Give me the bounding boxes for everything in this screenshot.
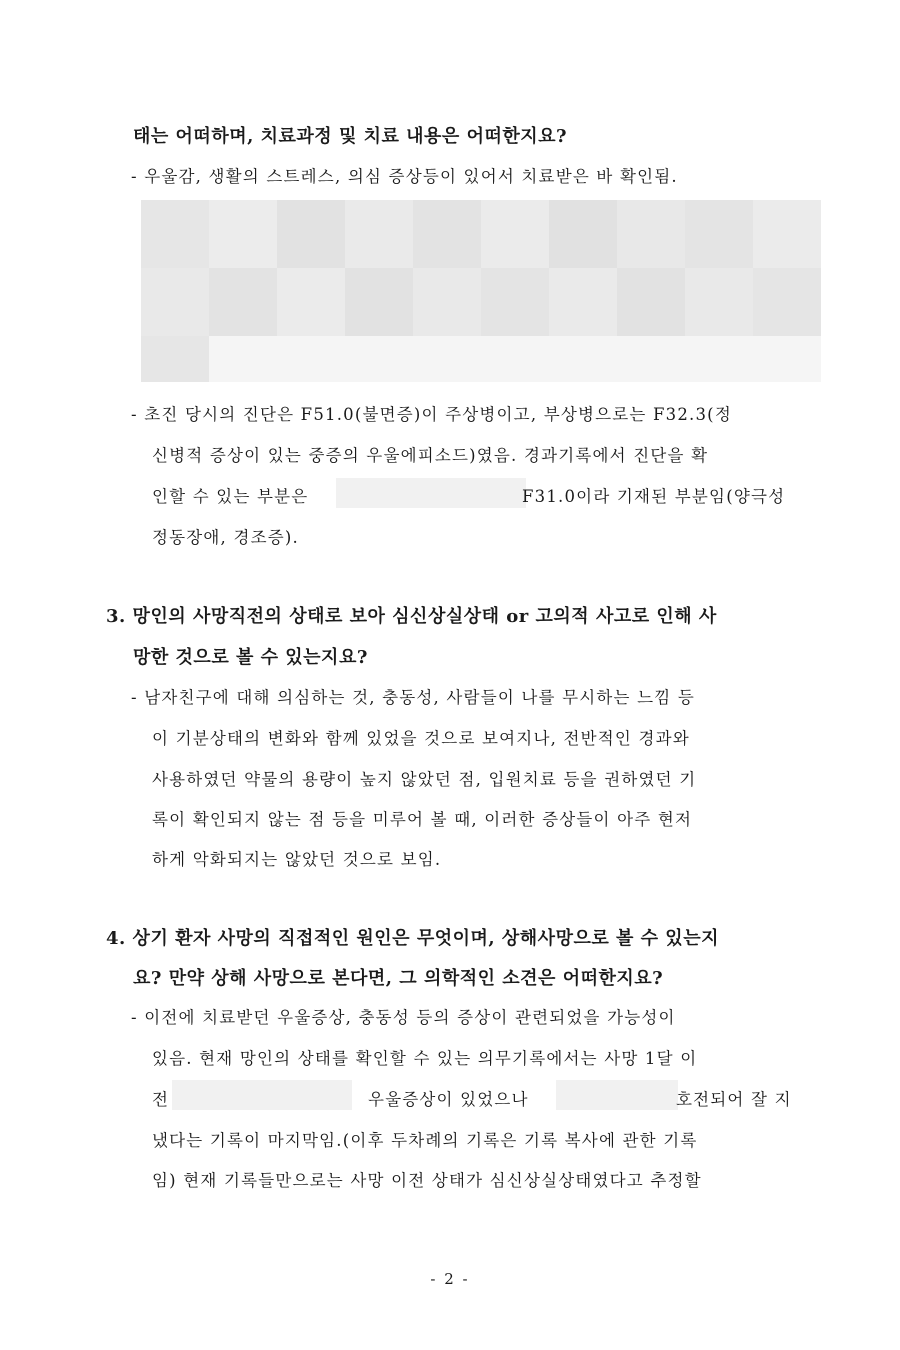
redacted-inline [336,478,526,508]
answer-3-line-3: 사용하였던 약물의 용량이 높지 않았던 점, 입원치료 등을 권하였던 기 [152,770,697,789]
answer-4-line-5: 임) 현재 기록들만으로는 사망 이전 상태가 심신상실상태였다고 추정할 [152,1171,702,1190]
page-number: - 2 - [430,1270,470,1288]
answer-3-line-4: 록이 확인되지 않는 점 등을 미루어 볼 때, 이러한 증상들이 아주 현저 [152,810,693,829]
answer-3-line-5: 하게 악화되지는 않았던 것으로 보임. [152,850,442,869]
answer-4-line-1: - 이전에 치료받던 우울증상, 충동성 등의 증상이 관련되었을 가능성이 [131,1008,676,1027]
answer-4-line-3c: 호전되어 잘 지 [676,1090,792,1109]
answer-3-line-1: - 남자친구에 대해 의심하는 것, 충동성, 사람들이 나를 무시하는 느낌 등 [131,688,696,707]
answer-3-line-2: 이 기분상태의 변화와 함께 있었을 것으로 보여지나, 전반적인 경과와 [152,729,690,748]
answer-4-line-3a: 전 [152,1090,170,1109]
answer-2b-line-1: - 초진 당시의 진단은 F51.0(불면증)이 주상병이고, 부상병으로는 F32.3(정 [131,405,732,424]
question-3-line-1: 3. 망인의 사망직전의 상태로 보아 심신상실상태 or 고의적 사고로 인해 사 [106,606,717,627]
answer-2-line-1: - 우울감, 생활의 스트레스, 의심 증상등이 있어서 치료받은 바 확인됨. [131,167,678,186]
answer-2b-line-3b: F31.0이라 기재된 부분임(양극성 [522,487,786,506]
question-4-line-2: 요? 만약 상해 사망으로 본다면, 그 의학적인 소견은 어떠한지요? [133,968,664,989]
answer-4-line-2: 있음. 현재 망인의 상태를 확인할 수 있는 의무기록에서는 사망 1달 이 [152,1049,698,1068]
answer-2b-line-3a: 인할 수 있는 부분은 [152,487,309,506]
answer-2b-line-2: 신병적 증상이 있는 중증의 우울에피소드)였음. 경과기록에서 진단을 확 [152,446,709,465]
answer-2b-line-4: 정동장애, 경조증). [152,528,299,547]
redacted-inline-2 [172,1080,352,1110]
redacted-block [141,200,821,382]
answer-4-line-4: 냈다는 기록이 마지막임.(이후 두차례의 기록은 기록 복사에 관한 기록 [152,1131,698,1150]
question-2-continuation: 태는 어떠하며, 치료과정 및 치료 내용은 어떠한지요? [133,126,568,147]
redacted-inline-3 [556,1080,678,1110]
answer-4-line-3b: 우울증상이 있었으나 [368,1090,529,1109]
question-3-line-2: 망한 것으로 볼 수 있는지요? [133,647,368,668]
question-4-line-1: 4. 상기 환자 사망의 직접적인 원인은 무엇이며, 상해사망으로 볼 수 있는지 [106,928,719,949]
